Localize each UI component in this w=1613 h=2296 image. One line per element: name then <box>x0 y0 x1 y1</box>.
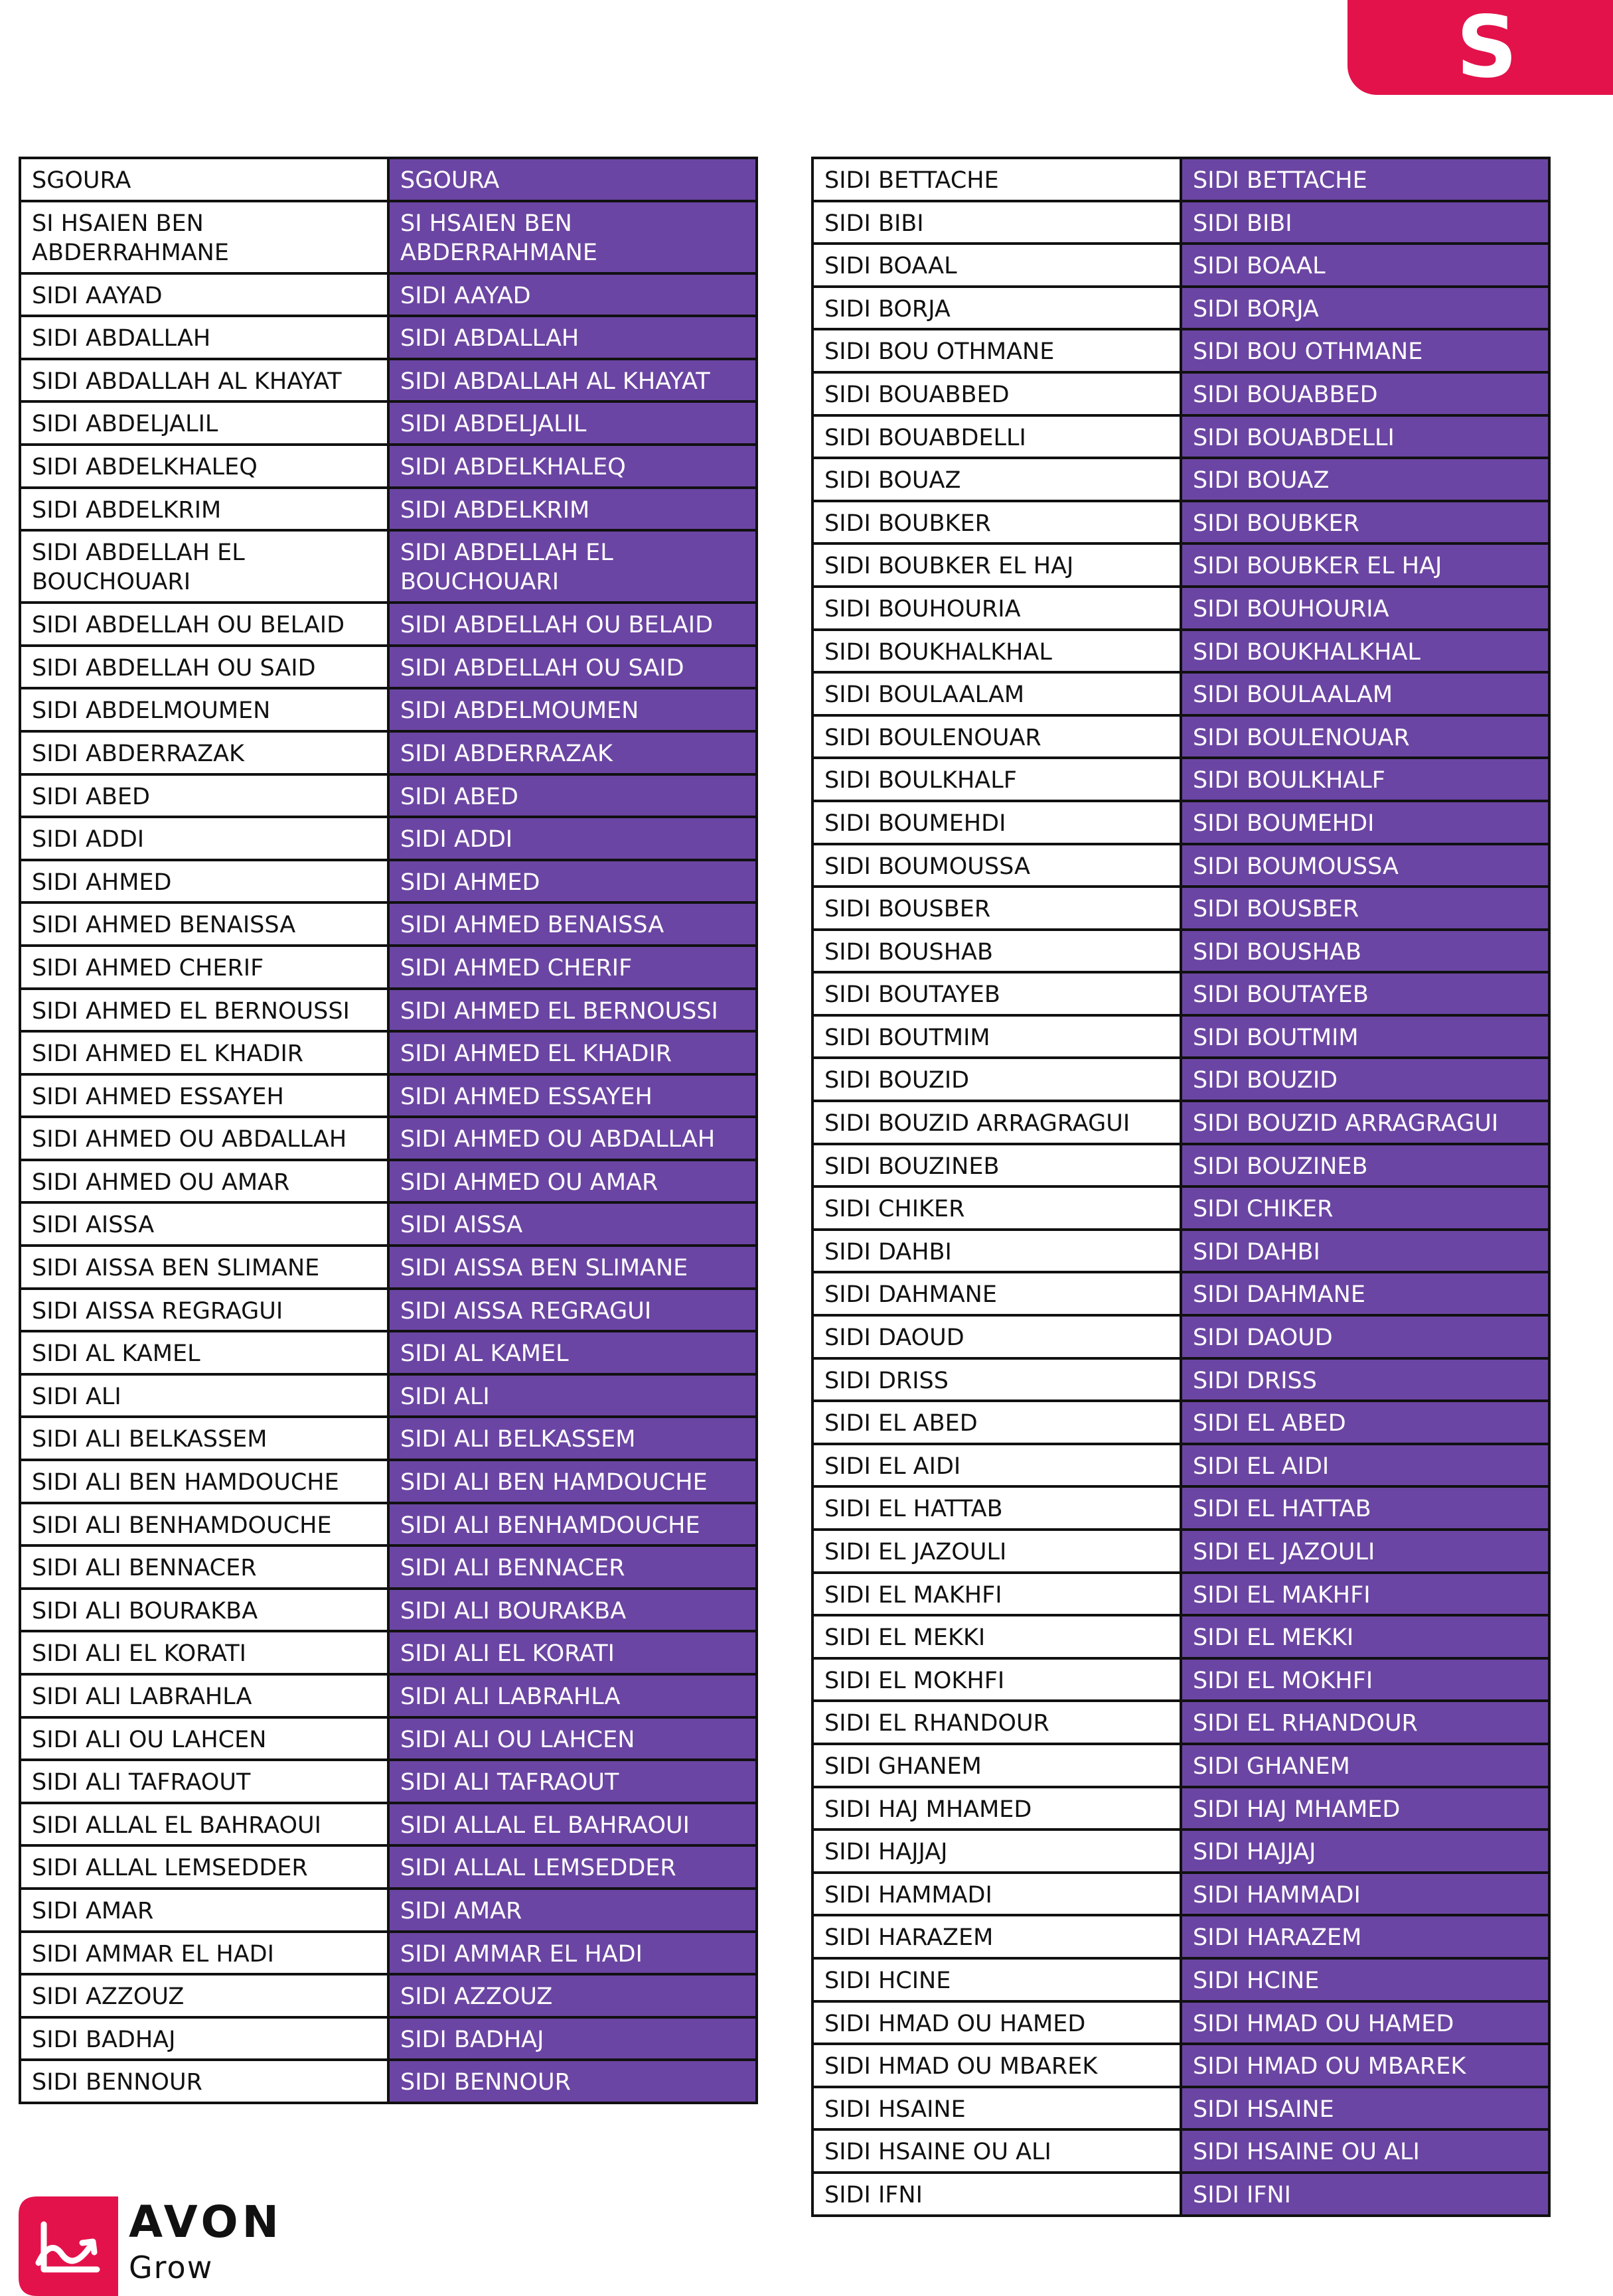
table-row <box>20 989 757 1032</box>
table-row <box>20 359 757 402</box>
place-name-highlight-cell: SIDI AMMAR EL HADI <box>388 1932 757 1975</box>
place-name-highlight-cell: SIDI BADHAJ <box>388 2017 757 2060</box>
table-row <box>812 1230 1549 1273</box>
place-name-highlight-cell: SIDI AHMED BENAISSA <box>388 902 757 946</box>
place-name-cell: SIDI ABDERRAZAK <box>20 731 388 774</box>
place-name-cell: SIDI HSAINE <box>812 2087 1181 2130</box>
place-name-highlight-cell: SI HSAIEN BEN ABDERRAHMANE <box>388 201 757 273</box>
table-row <box>812 1444 1549 1487</box>
place-name-highlight-cell: SIDI BOUMOUSSA <box>1181 844 1549 887</box>
place-name-cell: SIDI EL JAZOULI <box>812 1530 1181 1573</box>
table-row <box>20 688 757 731</box>
table-row <box>812 1101 1549 1144</box>
table-row <box>812 1358 1549 1401</box>
place-name-cell: SIDI ABED <box>20 774 388 818</box>
place-name-cell: SIDI CHIKER <box>812 1186 1181 1230</box>
place-name-cell: SIDI GHANEM <box>812 1744 1181 1787</box>
table-row <box>20 2060 757 2103</box>
place-name-highlight-cell: SIDI BOUZID ARRAGRAGUI <box>1181 1101 1549 1144</box>
place-name-highlight-cell: SIDI GHANEM <box>1181 1744 1549 1787</box>
place-name-cell: SIDI ABDELLAH EL BOUCHOUARI <box>20 530 388 603</box>
place-name-cell: SIDI HMAD OU MBAREK <box>812 2044 1181 2087</box>
place-name-cell: SIDI AHMED OU ABDALLAH <box>20 1117 388 1160</box>
place-name-highlight-cell: SIDI BOUABBED <box>1181 372 1549 415</box>
table-row <box>812 2129 1549 2173</box>
place-name-highlight-cell: SIDI AHMED CHERIF <box>388 946 757 989</box>
place-name-cell: SIDI BIBI <box>812 201 1181 244</box>
place-name-cell: SIDI BOUZID <box>812 1058 1181 1101</box>
place-name-cell: SIDI AHMED ESSAYEH <box>20 1074 388 1117</box>
place-name-highlight-cell: SIDI ABDELLAH OU SAID <box>388 646 757 689</box>
table-row <box>812 2087 1549 2130</box>
brand-logo <box>19 2196 297 2296</box>
table-row <box>20 316 757 359</box>
table-row <box>812 372 1549 415</box>
place-name-cell: SIDI ALI BENHAMDOUCHE <box>20 1503 388 1546</box>
place-name-highlight-cell: SIDI BOUHOURIA <box>1181 587 1549 630</box>
place-name-cell: SIDI AAYAD <box>20 273 388 317</box>
place-name-cell: SIDI BOAAL <box>812 244 1181 287</box>
place-name-cell: SIDI AHMED BENAISSA <box>20 902 388 946</box>
place-name-highlight-cell: SIDI IFNI <box>1181 2173 1549 2216</box>
table-row <box>812 1486 1549 1530</box>
place-name-highlight-cell: SIDI AMAR <box>388 1889 757 1932</box>
place-name-cell: SIDI ABDELKHALEQ <box>20 445 388 488</box>
section-letter: S <box>1456 0 1518 97</box>
place-name-cell: SIDI HSAINE OU ALI <box>812 2129 1181 2173</box>
place-name-cell: SIDI HAMMADI <box>812 1873 1181 1916</box>
table-row <box>812 887 1549 930</box>
place-name-highlight-cell: SIDI ABDELKRIM <box>388 488 757 531</box>
table-row <box>20 860 757 903</box>
table-row <box>812 630 1549 673</box>
place-name-highlight-cell: SIDI BETTACHE <box>1181 158 1549 201</box>
place-name-cell: SIDI BOUSHAB <box>812 930 1181 973</box>
place-name-highlight-cell: SIDI AHMED ESSAYEH <box>388 1074 757 1117</box>
place-name-highlight-cell: SIDI EL MOKHFI <box>1181 1658 1549 1701</box>
place-name-cell: SIDI ALI <box>20 1374 388 1417</box>
place-name-highlight-cell: SIDI AISSA <box>388 1202 757 1246</box>
table-row <box>20 401 757 445</box>
place-name-cell: SIDI AL KAMEL <box>20 1331 388 1374</box>
place-name-highlight-cell: SIDI ABDELLAH EL BOUCHOUARI <box>388 530 757 603</box>
table-row <box>20 902 757 946</box>
table-row <box>20 1031 757 1074</box>
place-name-highlight-cell: SIDI DRISS <box>1181 1358 1549 1401</box>
table-row <box>812 1915 1549 1958</box>
place-name-cell: SIDI BOUKHALKHAL <box>812 630 1181 673</box>
table-row <box>812 244 1549 287</box>
place-name-cell: SIDI EL AIDI <box>812 1444 1181 1487</box>
table-row <box>812 758 1549 801</box>
place-name-cell: SIDI ALI BENNACER <box>20 1545 388 1589</box>
place-name-highlight-cell: SIDI EL ABED <box>1181 1401 1549 1444</box>
place-name-cell: SIDI HARAZEM <box>812 1915 1181 1958</box>
place-name-highlight-cell: SIDI BOUKHALKHAL <box>1181 630 1549 673</box>
place-name-highlight-cell: SIDI ALI OU LAHCEN <box>388 1717 757 1760</box>
brand-subtitle: Grow <box>129 2250 214 2285</box>
place-name-cell: SIDI ABDELMOUMEN <box>20 688 388 731</box>
place-name-highlight-cell: SIDI BOUMEHDI <box>1181 801 1549 844</box>
place-name-cell: SIDI HAJJAJ <box>812 1830 1181 1873</box>
table-row <box>20 603 757 646</box>
table-row <box>20 1674 757 1717</box>
place-name-cell: SIDI ALI TAFRAOUT <box>20 1760 388 1803</box>
table-row <box>812 844 1549 887</box>
table-row <box>812 543 1549 587</box>
place-name-highlight-cell: SIDI BENNOUR <box>388 2060 757 2103</box>
place-name-highlight-cell: SIDI BOUABDELLI <box>1181 415 1549 459</box>
table-row <box>20 1331 757 1374</box>
place-name-highlight-cell: SIDI ABDELLAH OU BELAID <box>388 603 757 646</box>
place-name-cell: SIDI BOUAZ <box>812 458 1181 501</box>
place-name-cell: SIDI EL MOKHFI <box>812 1658 1181 1701</box>
table-row <box>812 930 1549 973</box>
place-name-cell: SIDI BETTACHE <box>812 158 1181 201</box>
table-row <box>20 530 757 603</box>
place-name-highlight-cell: SIDI HCINE <box>1181 1958 1549 2001</box>
table-row <box>812 1401 1549 1444</box>
place-name-highlight-cell: SIDI BOUBKER <box>1181 501 1549 544</box>
place-name-highlight-cell: SIDI ALI BELKASSEM <box>388 1417 757 1460</box>
table-row <box>20 1160 757 1203</box>
place-name-highlight-cell: SIDI CHIKER <box>1181 1186 1549 1230</box>
table-row <box>812 2044 1549 2087</box>
place-name-highlight-cell: SIDI AHMED EL BERNOUSSI <box>388 989 757 1032</box>
place-name-highlight-cell: SIDI ALI <box>388 1374 757 1417</box>
table-row <box>20 1974 757 2017</box>
place-name-highlight-cell: SIDI HAMMADI <box>1181 1873 1549 1916</box>
table-row <box>20 646 757 689</box>
place-name-cell: SIDI ABDALLAH AL KHAYAT <box>20 359 388 402</box>
table-row <box>812 1186 1549 1230</box>
place-name-cell: SIDI AHMED <box>20 860 388 903</box>
table-row <box>812 2001 1549 2045</box>
table-row <box>20 1845 757 1889</box>
table-row <box>20 488 757 531</box>
table-row <box>812 329 1549 372</box>
place-name-highlight-cell: SIDI ABDELKHALEQ <box>388 445 757 488</box>
place-name-cell: SIDI ABDELJALIL <box>20 401 388 445</box>
place-name-cell: SIDI AMAR <box>20 1889 388 1932</box>
place-name-highlight-cell: SIDI BOULAALAM <box>1181 672 1549 715</box>
place-name-highlight-cell: SIDI ALI BEN HAMDOUCHE <box>388 1460 757 1503</box>
place-name-highlight-cell: SIDI ABDERRAZAK <box>388 731 757 774</box>
table-row <box>20 1760 757 1803</box>
place-name-cell: SIDI EL HATTAB <box>812 1486 1181 1530</box>
place-name-highlight-cell: SIDI ABED <box>388 774 757 818</box>
place-name-cell: SIDI AHMED EL BERNOUSSI <box>20 989 388 1032</box>
place-name-highlight-cell: SIDI ABDALLAH AL KHAYAT <box>388 359 757 402</box>
place-name-cell: SIDI AISSA <box>20 1202 388 1246</box>
place-name-highlight-cell: SIDI BOAAL <box>1181 244 1549 287</box>
place-name-highlight-cell: SIDI BOUZID <box>1181 1058 1549 1101</box>
place-name-cell: SIDI ALI OU LAHCEN <box>20 1717 388 1760</box>
table-row <box>20 1889 757 1932</box>
place-name-cell: SIDI ABDALLAH <box>20 316 388 359</box>
place-name-highlight-cell: SIDI BIBI <box>1181 201 1549 244</box>
place-name-highlight-cell: SIDI DAOUD <box>1181 1315 1549 1358</box>
place-name-highlight-cell: SIDI EL MAKHFI <box>1181 1573 1549 1616</box>
table-row <box>20 1717 757 1760</box>
table-row <box>20 1289 757 1332</box>
place-name-highlight-cell: SIDI BOUZINEB <box>1181 1144 1549 1187</box>
table-row <box>20 774 757 818</box>
table-row <box>20 445 757 488</box>
table-row <box>812 1787 1549 1830</box>
place-name-cell: SIDI AMMAR EL HADI <box>20 1932 388 1975</box>
place-name-highlight-cell: SIDI BOU OTHMANE <box>1181 329 1549 372</box>
place-name-cell: SI HSAIEN BEN ABDERRAHMANE <box>20 201 388 273</box>
place-name-highlight-cell: SIDI AHMED OU ABDALLAH <box>388 1117 757 1160</box>
place-name-highlight-cell: SIDI ABDELMOUMEN <box>388 688 757 731</box>
table-row <box>812 1744 1549 1787</box>
place-name-cell: SIDI BOUABBED <box>812 372 1181 415</box>
place-name-highlight-cell: SIDI BOUAZ <box>1181 458 1549 501</box>
place-name-highlight-cell: SIDI DAHBI <box>1181 1230 1549 1273</box>
table-row <box>20 1117 757 1160</box>
table-row <box>20 1589 757 1632</box>
table-row <box>20 1503 757 1546</box>
place-name-highlight-cell: SIDI AZZOUZ <box>388 1974 757 2017</box>
table-row <box>812 1573 1549 1616</box>
table-row <box>812 587 1549 630</box>
place-name-highlight-cell: SIDI HSAINE OU ALI <box>1181 2129 1549 2173</box>
place-name-highlight-cell: SIDI EL MEKKI <box>1181 1615 1549 1658</box>
place-name-highlight-cell: SGOURA <box>388 158 757 201</box>
table-row <box>812 972 1549 1015</box>
place-name-cell: SIDI EL MEKKI <box>812 1615 1181 1658</box>
place-name-highlight-cell: SIDI HAJJAJ <box>1181 1830 1549 1873</box>
place-name-highlight-cell: SIDI AAYAD <box>388 273 757 317</box>
table-row <box>20 1202 757 1246</box>
place-name-highlight-cell: SIDI AHMED OU AMAR <box>388 1160 757 1203</box>
table-row <box>20 817 757 860</box>
place-name-cell: SIDI AHMED CHERIF <box>20 946 388 989</box>
table-row <box>20 273 757 317</box>
table-row <box>20 1246 757 1289</box>
place-name-highlight-cell: SIDI BOULKHALF <box>1181 758 1549 801</box>
names-table-left <box>19 157 758 2104</box>
place-name-cell: SIDI ALI LABRAHLA <box>20 1674 388 1717</box>
place-name-highlight-cell: SIDI AHMED EL KHADIR <box>388 1031 757 1074</box>
place-name-cell: SIDI DAHMANE <box>812 1272 1181 1315</box>
place-name-cell: SIDI ALI BELKASSEM <box>20 1417 388 1460</box>
place-name-cell: SIDI BADHAJ <box>20 2017 388 2060</box>
place-name-highlight-cell: SIDI HMAD OU HAMED <box>1181 2001 1549 2045</box>
table-row <box>20 946 757 989</box>
place-name-cell: SIDI ALI BOURAKBA <box>20 1589 388 1632</box>
table-row <box>20 1631 757 1674</box>
place-name-highlight-cell: SIDI ALI BENHAMDOUCHE <box>388 1503 757 1546</box>
place-name-highlight-cell: SIDI BORJA <box>1181 287 1549 330</box>
place-name-cell: SIDI ABDELKRIM <box>20 488 388 531</box>
place-name-cell: SIDI EL RHANDOUR <box>812 1701 1181 1744</box>
place-name-highlight-cell: SIDI BOUSBER <box>1181 887 1549 930</box>
place-name-highlight-cell: SIDI HAJ MHAMED <box>1181 1787 1549 1830</box>
place-name-cell: SIDI IFNI <box>812 2173 1181 2216</box>
letter-tab <box>1347 0 1613 95</box>
place-name-cell: SIDI BOUTAYEB <box>812 972 1181 1015</box>
table-row <box>812 1315 1549 1358</box>
place-name-cell: SIDI BENNOUR <box>20 2060 388 2103</box>
place-name-highlight-cell: SIDI ABDELJALIL <box>388 401 757 445</box>
place-name-cell: SIDI BOUHOURIA <box>812 587 1181 630</box>
table-row <box>812 801 1549 844</box>
place-name-highlight-cell: SIDI ADDI <box>388 817 757 860</box>
place-name-highlight-cell: SIDI HSAINE <box>1181 2087 1549 2130</box>
table-row <box>20 158 757 201</box>
place-name-highlight-cell: SIDI AISSA BEN SLIMANE <box>388 1246 757 1289</box>
place-name-cell: SIDI BOUTMIM <box>812 1015 1181 1058</box>
table-row <box>812 1830 1549 1873</box>
place-name-cell: SIDI ALLAL EL BAHRAOUI <box>20 1803 388 1846</box>
table-row <box>20 2017 757 2060</box>
place-name-cell: SIDI BOUABDELLI <box>812 415 1181 459</box>
table-row <box>20 1545 757 1589</box>
place-name-highlight-cell: SIDI EL RHANDOUR <box>1181 1701 1549 1744</box>
place-name-highlight-cell: SIDI BOUTAYEB <box>1181 972 1549 1015</box>
table-row <box>20 1374 757 1417</box>
table-row <box>812 287 1549 330</box>
table-row <box>812 201 1549 244</box>
table-row <box>20 1803 757 1846</box>
place-name-cell: SIDI ADDI <box>20 817 388 860</box>
names-table-right <box>811 157 1551 2217</box>
place-name-cell: SIDI BOUBKER EL HAJ <box>812 543 1181 587</box>
table-row <box>20 201 757 273</box>
place-name-cell: SIDI AISSA BEN SLIMANE <box>20 1246 388 1289</box>
place-name-highlight-cell: SIDI DAHMANE <box>1181 1272 1549 1315</box>
place-name-highlight-cell: SIDI ALI TAFRAOUT <box>388 1760 757 1803</box>
place-name-cell: SIDI BOULKHALF <box>812 758 1181 801</box>
place-name-cell: SIDI EL MAKHFI <box>812 1573 1181 1616</box>
trend-chart-icon <box>19 2196 118 2296</box>
place-name-cell: SIDI AHMED OU AMAR <box>20 1160 388 1203</box>
table-row <box>812 1530 1549 1573</box>
table-row <box>812 1658 1549 1701</box>
place-name-cell: SIDI BORJA <box>812 287 1181 330</box>
place-name-highlight-cell: SIDI EL HATTAB <box>1181 1486 1549 1530</box>
place-name-highlight-cell: SIDI ALI EL KORATI <box>388 1631 757 1674</box>
place-name-cell: SIDI BOUZID ARRAGRAGUI <box>812 1101 1181 1144</box>
place-name-cell: SIDI BOUBKER <box>812 501 1181 544</box>
table-row <box>812 1272 1549 1315</box>
place-name-cell: SIDI BOUMEHDI <box>812 801 1181 844</box>
table-row <box>812 1058 1549 1101</box>
table-row <box>812 1701 1549 1744</box>
place-name-cell: SIDI BOULENOUAR <box>812 715 1181 758</box>
place-name-cell: SIDI BOUMOUSSA <box>812 844 1181 887</box>
table-row <box>20 1932 757 1975</box>
table-row <box>812 1958 1549 2001</box>
brand-name: AVON <box>129 2196 283 2248</box>
table-row <box>812 415 1549 459</box>
place-name-highlight-cell: SIDI BOULENOUAR <box>1181 715 1549 758</box>
place-name-cell: SIDI HCINE <box>812 1958 1181 2001</box>
place-name-highlight-cell: SIDI ABDALLAH <box>388 316 757 359</box>
place-name-cell: SIDI BOUSBER <box>812 887 1181 930</box>
place-name-highlight-cell: SIDI ALI LABRAHLA <box>388 1674 757 1717</box>
table-row <box>812 672 1549 715</box>
place-name-highlight-cell: SIDI ALI BENNACER <box>388 1545 757 1589</box>
place-name-highlight-cell: SIDI ALLAL EL BAHRAOUI <box>388 1803 757 1846</box>
place-name-cell: SIDI ALI BEN HAMDOUCHE <box>20 1460 388 1503</box>
place-name-cell: SIDI BOU OTHMANE <box>812 329 1181 372</box>
table-row <box>812 715 1549 758</box>
place-name-cell: SIDI DAOUD <box>812 1315 1181 1358</box>
place-name-highlight-cell: SIDI HMAD OU MBAREK <box>1181 2044 1549 2087</box>
place-name-cell: SIDI ALLAL LEMSEDDER <box>20 1845 388 1889</box>
place-name-cell: SIDI BOUZINEB <box>812 1144 1181 1187</box>
table-row <box>812 1615 1549 1658</box>
place-name-cell: SIDI AISSA REGRAGUI <box>20 1289 388 1332</box>
table-row <box>20 1074 757 1117</box>
place-name-highlight-cell: SIDI HARAZEM <box>1181 1915 1549 1958</box>
place-name-cell: SIDI DAHBI <box>812 1230 1181 1273</box>
table-row <box>20 1460 757 1503</box>
place-name-highlight-cell: SIDI BOUSHAB <box>1181 930 1549 973</box>
place-name-highlight-cell: SIDI AHMED <box>388 860 757 903</box>
place-name-highlight-cell: SIDI BOUTMIM <box>1181 1015 1549 1058</box>
table-row <box>812 158 1549 201</box>
place-name-highlight-cell: SIDI ALI BOURAKBA <box>388 1589 757 1632</box>
place-name-cell: SIDI ALI EL KORATI <box>20 1631 388 1674</box>
place-name-highlight-cell: SIDI BOUBKER EL HAJ <box>1181 543 1549 587</box>
place-name-highlight-cell: SIDI ALLAL LEMSEDDER <box>388 1845 757 1889</box>
place-name-cell: SIDI DRISS <box>812 1358 1181 1401</box>
place-name-cell: SIDI EL ABED <box>812 1401 1181 1444</box>
table-row <box>812 2173 1549 2216</box>
place-name-cell: SIDI BOULAALAM <box>812 672 1181 715</box>
place-name-cell: SIDI AZZOUZ <box>20 1974 388 2017</box>
place-name-cell: SIDI ABDELLAH OU SAID <box>20 646 388 689</box>
table-row <box>812 1015 1549 1058</box>
table-row <box>812 1873 1549 1916</box>
table-row <box>20 731 757 774</box>
place-name-cell: SIDI ABDELLAH OU BELAID <box>20 603 388 646</box>
place-name-highlight-cell: SIDI AISSA REGRAGUI <box>388 1289 757 1332</box>
place-name-cell: SGOURA <box>20 158 388 201</box>
place-name-highlight-cell: SIDI EL AIDI <box>1181 1444 1549 1487</box>
table-row <box>812 458 1549 501</box>
place-name-highlight-cell: SIDI EL JAZOULI <box>1181 1530 1549 1573</box>
place-name-cell: SIDI AHMED EL KHADIR <box>20 1031 388 1074</box>
table-row <box>20 1417 757 1460</box>
place-name-highlight-cell: SIDI AL KAMEL <box>388 1331 757 1374</box>
place-name-cell: SIDI HAJ MHAMED <box>812 1787 1181 1830</box>
table-row <box>812 501 1549 544</box>
place-name-cell: SIDI HMAD OU HAMED <box>812 2001 1181 2045</box>
table-row <box>812 1144 1549 1187</box>
